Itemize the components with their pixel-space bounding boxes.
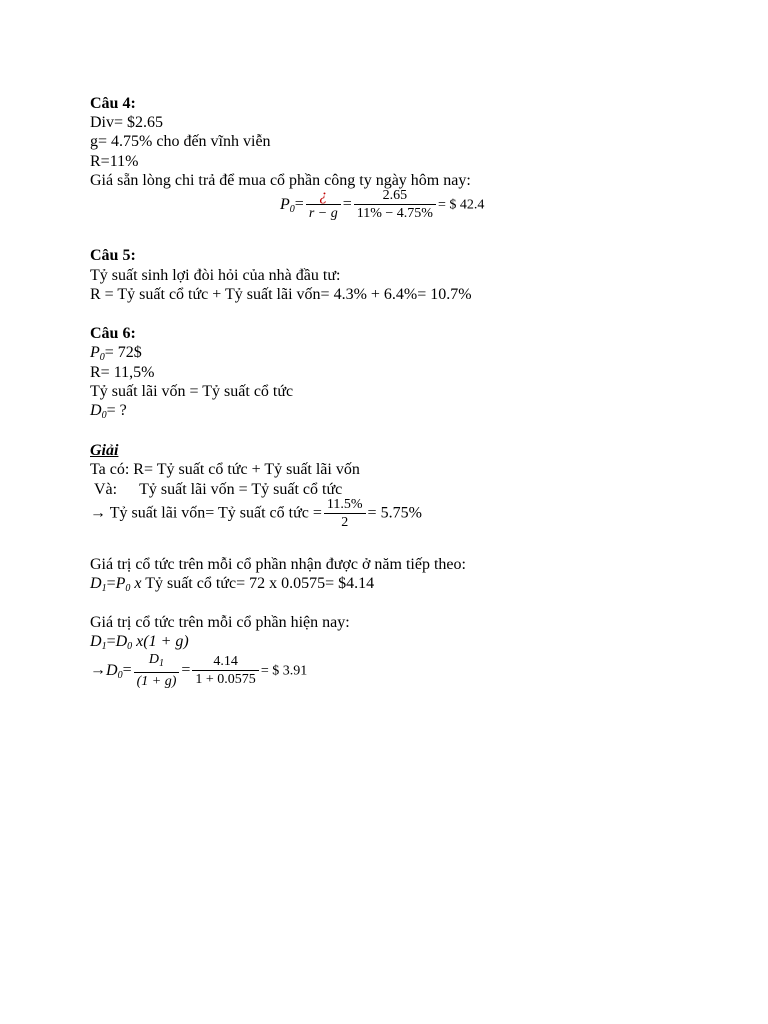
solution-final-frac1: $\frac{D_1}{(1 + g)}$ [134,652,180,690]
q6-heading: Câu 6: [90,325,136,342]
q4-formula-lhs: $P_0$ [280,195,295,215]
q4-formula-frac1: $\frac{¿}{r - g}$ [306,188,341,222]
q4-required-return: R=11% [90,153,139,170]
q4-formula-eq1: = [294,195,304,213]
q6-relation: Tỷ suất lãi vốn = Tỷ suất cổ tức [90,383,294,400]
solution-next-intro: Giá trị cổ tức trên mỗi cổ phần nhận được ở năm tiếp theo: [90,556,466,573]
solution-line1: Ta có: R= Tỷ suất cổ tức + Tỷ suất lãi vốn [90,461,360,478]
q6-required-return: R= 11,5% [90,364,155,381]
q5-line1: Tỷ suất sinh lợi đòi hỏi của nhà đầu tư: [90,267,341,284]
q4-formula-result: = $ 42.4 [437,197,485,213]
q4-growth: g= 4.75% cho đến vĩnh viễn [90,133,271,150]
q4-formula-eq2: = [342,195,352,213]
q5-heading: Câu 5: [90,247,136,264]
q4-heading: Câu 4: [90,95,136,112]
solution-line3-frac: $\frac{11.5\%}{2}$ [324,497,366,531]
q4-formula-frac2: $\frac{2.65}{11\% - 4.75\%}$ [354,188,436,222]
solution-d1-calc: $D_1=P_0$ x Tỷ suất cổ tức= 72 x 0.0575= $4.14 [90,575,375,594]
solution-line3: → Tỷ suất lãi vốn= Tỷ suất cổ tức = $\frac{11.5\%}{2}$ = 5.75% [90,497,422,530]
solution-d1-growth-eq: $D_1=D_0$ x(1 + g) [90,633,189,652]
q6-p0: $P_0=$ 72$ [90,344,142,363]
q4-intro: Giá sẵn lòng chi trả để mua cổ phần công ty ngày hôm nay: [90,172,471,189]
q6-d0: $D_0=$ ? [90,402,127,421]
q4-formula [280,188,484,222]
arrow-icon: → [90,661,106,679]
solution-final-formula: $\to D_0=$ $\frac{D_1}{(1 + g)}$ = $\frac{4.14}{1 + 0.0575}$ = $ 3.91 [90,652,308,689]
q4-div: Div= $2.65 [90,114,164,131]
solution-current-intro: Giá trị cổ tức trên mỗi cổ phần hiện nay: [90,614,350,631]
q5-line2: R = Tỷ suất cổ tức + Tỷ suất lãi vốn= 4.3% + 6.4%= 10.7% [90,286,472,303]
solution-final-frac2: $\frac{4.14}{1 + 0.0575}$ [192,654,258,688]
solution-heading: Giải [90,442,119,459]
arrow-icon: → [90,504,106,522]
solution-line2: Và: Tỷ suất lãi vốn = Tỷ suất cổ tức [94,481,343,498]
